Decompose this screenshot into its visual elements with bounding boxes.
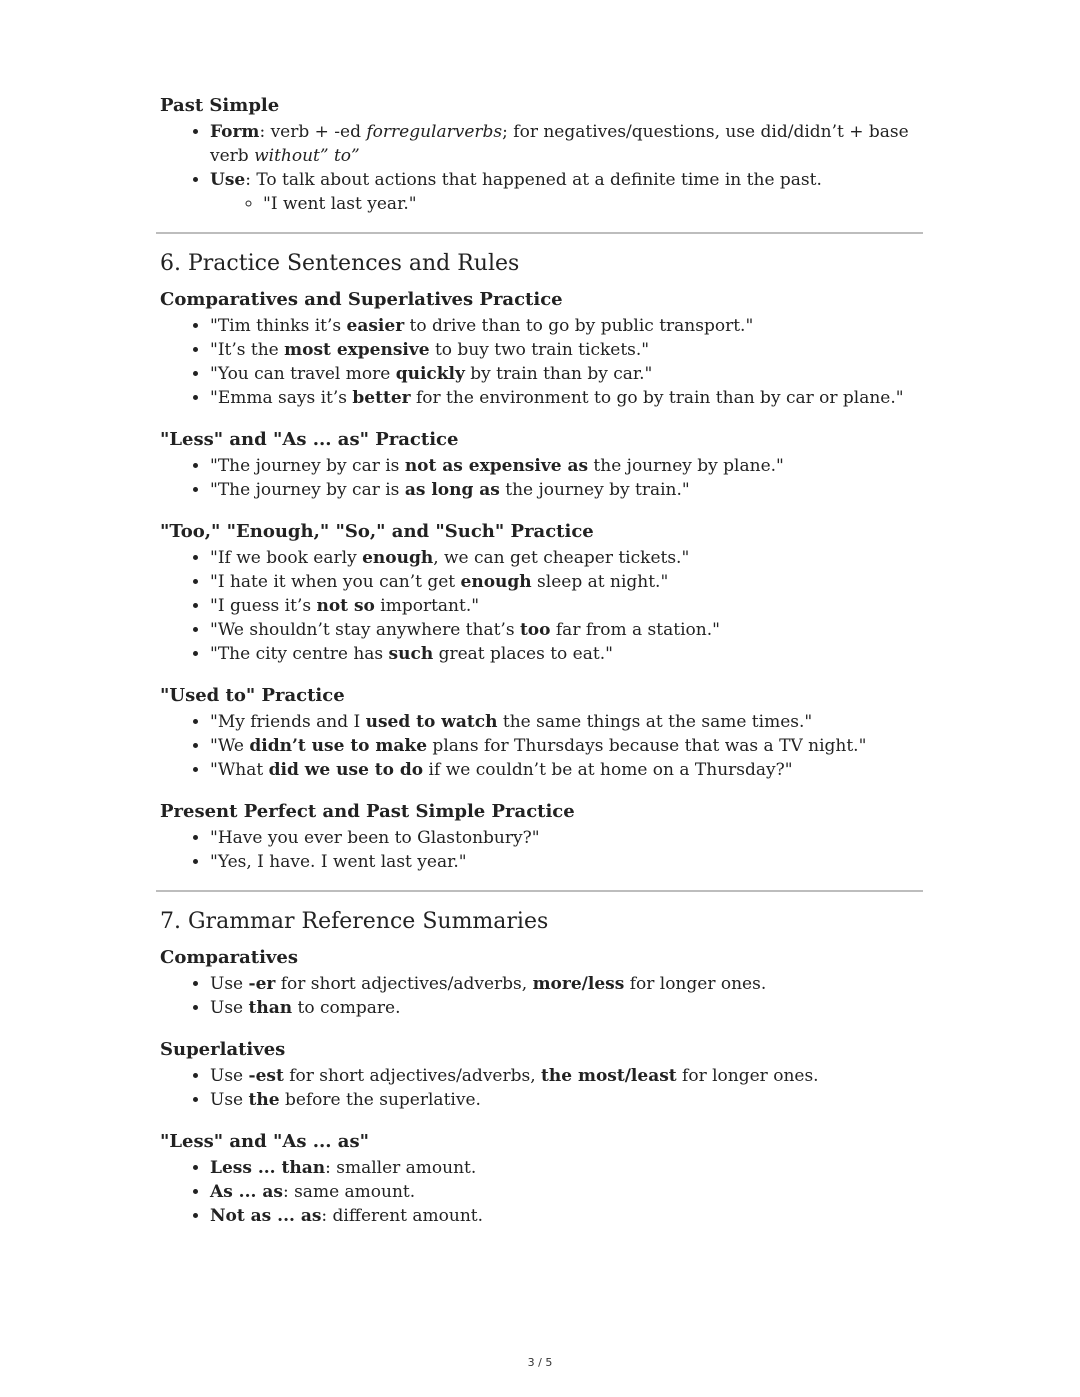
list-item-text: Use -er for short adjectives/adverbs, more/less for longer ones.: [210, 974, 767, 994]
subsection-heading-less-and-as-as-practice: "Less" and "As ... as" Practice: [160, 429, 459, 450]
subsection-heading-comparatives-and-superlatives-practice: Comparatives and Superlatives Practice: [160, 289, 563, 310]
list-item: [210, 546, 923, 570]
list-item: [210, 850, 923, 874]
list-item: [210, 338, 923, 362]
list-item-text: "We shouldn’t stay anywhere that’s too far from a station.": [210, 620, 720, 640]
list-item: [210, 314, 923, 338]
subsection-heading-too-enough-so-and-such-practice: "Too," "Enough," "So," and "Such" Practice: [160, 521, 594, 542]
list-item-text: Use than to compare.: [210, 998, 401, 1018]
list-item: [210, 594, 923, 618]
list-item-text: "If we book early enough, we can get cheaper tickets.": [210, 548, 690, 568]
list-item-text: "You can travel more quickly by train than by car.": [210, 364, 653, 384]
list-item-text: Use: To talk about actions that happened at a definite time in the past.: [210, 170, 822, 190]
bullet-list: [160, 972, 923, 1020]
section-title-6-practice-sentences-and-rules: 6. Practice Sentences and Rules: [160, 251, 520, 276]
list-item-text: "Yes, I have. I went last year.": [210, 852, 467, 872]
list-item: [210, 362, 923, 386]
list-item: [210, 1088, 923, 1112]
section-divider: [156, 232, 923, 234]
bullet-list: [160, 314, 923, 410]
list-item: [210, 972, 923, 996]
nested-bullet-list: [210, 192, 923, 216]
subsection-heading-comparatives: Comparatives: [160, 947, 298, 968]
list-item-text: "What did we use to do if we couldn’t be at home on a Thursday?": [210, 760, 793, 780]
list-item-text: Use -est for short adjectives/adverbs, the most/least for longer ones.: [210, 1066, 819, 1086]
list-item-text: "Tim thinks it’s easier to drive than to go by public transport.": [210, 316, 754, 336]
nested-list-item: ◦ "I went last year.": [263, 192, 923, 216]
list-item-text: As ... as: same amount.: [210, 1182, 416, 1202]
list-item: [210, 1204, 923, 1228]
bullet-list: [160, 120, 923, 216]
bullet-list: [160, 1064, 923, 1112]
document-body: [160, 92, 923, 1244]
list-item-text: "The journey by car is as long as the journey by train.": [210, 480, 690, 500]
subsection-heading-less-and-as-as: "Less" and "As ... as": [160, 1131, 369, 1152]
list-item-text: "My friends and I used to watch the same things at the same times.": [210, 712, 813, 732]
page-number: 3 / 5: [527, 1356, 553, 1369]
list-item-text: "I hate it when you can’t get enough sleep at night.": [210, 572, 669, 592]
subsection-heading-past-simple: Past Simple: [160, 95, 280, 116]
list-item-text: "Emma says it’s better for the environment to go by train than by car or plane.": [210, 388, 904, 408]
list-item: [210, 1156, 923, 1180]
list-item: [210, 826, 923, 850]
bullet-list: [160, 546, 923, 666]
list-item-text: Not as ... as: different amount.: [210, 1206, 484, 1226]
list-item: [210, 734, 923, 758]
list-item-text: "The city centre has such great places to eat.": [210, 644, 613, 664]
list-item: [210, 642, 923, 666]
list-item-text: "We didn’t use to make plans for Thursdays because that was a TV night.": [210, 736, 867, 756]
list-item: [210, 386, 923, 410]
subsection-heading-present-perfect-and-past-simple-practice: Present Perfect and Past Simple Practice: [160, 801, 575, 822]
list-item: [210, 758, 923, 782]
bullet-list: [160, 1156, 923, 1228]
list-item-text: Less ... than: smaller amount.: [210, 1158, 477, 1178]
list-item: [210, 454, 923, 478]
list-item-text: "It’s the most expensive to buy two train tickets.": [210, 340, 650, 360]
list-item-text: "The journey by car is not as expensive as the journey by plane.": [210, 456, 784, 476]
list-item: [210, 570, 923, 594]
subsection-heading-superlatives: Superlatives: [160, 1039, 286, 1060]
list-item-text: Use the before the superlative.: [210, 1090, 481, 1110]
list-item: [210, 710, 923, 734]
bullet-list: [160, 454, 923, 502]
bullet-list: [160, 826, 923, 874]
list-item-text: "Have you ever been to Glastonbury?": [210, 828, 540, 848]
section-divider: [156, 890, 923, 892]
list-item-text: "I guess it’s not so important.": [210, 596, 480, 616]
list-item: [210, 1180, 923, 1204]
list-item: [210, 168, 923, 216]
list-item: [210, 996, 923, 1020]
list-item: [210, 120, 923, 168]
subsection-heading-used-to-practice: "Used to" Practice: [160, 685, 345, 706]
list-item: [210, 618, 923, 642]
list-item: [210, 478, 923, 502]
section-title-7-grammar-reference-summaries: 7. Grammar Reference Summaries: [160, 909, 549, 934]
list-item-text: Form: verb + -ed forregularverbs; for negatives/questions, use did/didn’t + base verb without” to”: [210, 122, 909, 166]
bullet-list: [160, 710, 923, 782]
list-item: [210, 1064, 923, 1088]
